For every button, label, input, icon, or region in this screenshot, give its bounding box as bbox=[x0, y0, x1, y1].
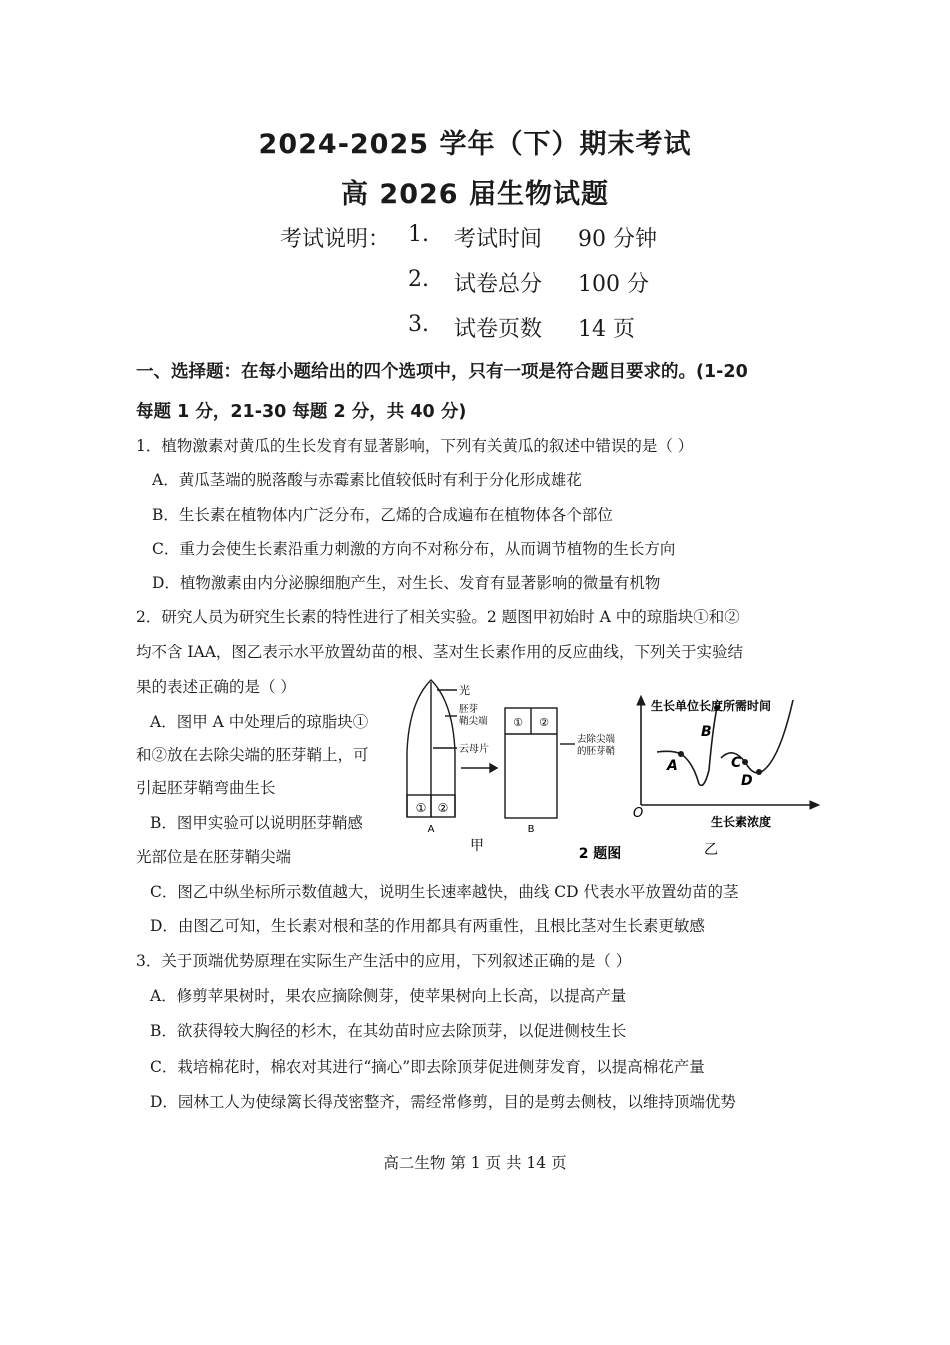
q3-option-b: B．欲获得较大胸径的杉木，在其幼苗时应去除顶芽，以促进侧枝生长 bbox=[150, 1022, 627, 1040]
q2-stem-line2: 均不含 IAA，图乙表示水平放置幼苗的根、茎对生长素作用的反应曲线，下列关于实验结 bbox=[136, 643, 743, 661]
figure-a-label: A bbox=[427, 824, 435, 835]
q2-figure bbox=[395, 672, 835, 867]
block2-b-label: ② bbox=[539, 716, 549, 729]
tip-label-2: 鞘尖端 bbox=[459, 716, 488, 727]
figure-jia-label: 甲 bbox=[470, 838, 484, 854]
section-heading-line2: 每题 1 分，21-30 每题 2 分，共 40 分) bbox=[136, 402, 467, 422]
q3-option-d: D．园林工人为使绿篱长得茂密整齐，需经常修剪，目的是剪去侧枝，以维持顶端优势 bbox=[150, 1093, 736, 1111]
exam-note-name: 试卷总分 bbox=[454, 272, 543, 297]
figure-yi-label: 乙 bbox=[704, 842, 718, 858]
section-heading-line1: 一、选择题：在每小题给出的四个选项中，只有一项是符合题目要求的。(1-20 bbox=[136, 362, 748, 382]
q3-stem: 3．关于顶端优势原理在实际生产生活中的应用，下列叙述正确的是（ ） bbox=[136, 952, 632, 970]
point-a bbox=[678, 751, 684, 757]
q2-option-b-line2: 光部位是在胚芽鞘尖端 bbox=[136, 848, 292, 866]
exam-note-num: 3. bbox=[408, 312, 429, 337]
root-curve bbox=[657, 708, 717, 785]
page-footer: 高二生物 第 1 页 共 14 页 bbox=[383, 1154, 567, 1172]
q1-option-a: A．黄瓜茎端的脱落酸与赤霉素比值较低时有利于分化形成雄花 bbox=[152, 471, 582, 489]
tip-label-1: 胚芽 bbox=[459, 704, 479, 715]
point-d-label: D bbox=[741, 773, 753, 789]
q3-option-a: A．修剪苹果树时，果农应摘除侧芽，使苹果树向上长高，以提高产量 bbox=[150, 987, 627, 1005]
q3-option-c: C．栽培棉花时，棉农对其进行“摘心”即去除顶芽促进侧芽发育，以提高棉花产量 bbox=[150, 1058, 705, 1076]
exam-title: 2024-2025 学年（下）期末考试 bbox=[258, 129, 692, 160]
q2-stem-line1: 2．研究人员为研究生长素的特性进行了相关实验。2 题图甲初始时 A 中的琼脂块①和② bbox=[136, 608, 740, 626]
q1-option-b: B．生长素在植物体内广泛分布，乙烯的合成遍布在植物体各个部位 bbox=[152, 506, 613, 524]
exam-note-num: 1. bbox=[408, 222, 429, 247]
q2-option-d: D．由图乙可知，生长素对根和茎的作用都具有两重性，且根比茎对生长素更敏感 bbox=[150, 917, 705, 935]
point-d bbox=[756, 769, 762, 775]
light-label: 光 bbox=[459, 684, 470, 697]
q2-stem-line3: 果的表述正确的是（ ） bbox=[136, 678, 296, 696]
removed-label-1: 去除尖端 bbox=[577, 734, 616, 745]
exam-note-value: 14 页 bbox=[578, 317, 635, 342]
figure-caption: 2 题图 bbox=[578, 846, 622, 862]
q1-stem: 1．植物激素对黄瓜的生长发育有显著影响，下列有关黄瓜的叙述中错误的是（ ） bbox=[136, 437, 694, 455]
figure-b-label: B bbox=[527, 824, 535, 835]
q2-option-a-line3: 引起胚芽鞘弯曲生长 bbox=[136, 779, 276, 797]
exam-note-num: 2. bbox=[408, 267, 429, 292]
origin-label: O bbox=[633, 806, 644, 821]
block1-b-label: ① bbox=[513, 716, 523, 729]
y-axis-label: 生长单位长度所需时间 bbox=[651, 699, 772, 713]
point-c bbox=[742, 759, 748, 765]
q1-option-d: D．植物激素由内分泌腺细胞产生，对生长、发育有显著影响的微量有机物 bbox=[152, 574, 661, 592]
exam-note-value: 90 分钟 bbox=[578, 227, 657, 252]
q2-option-b-line1: B．图甲实验可以说明胚芽鞘感 bbox=[150, 814, 363, 832]
q1-option-c: C．重力会使生长素沿重力刺激的方向不对称分布，从而调节植物的生长方向 bbox=[152, 540, 676, 558]
exam-note-name: 试卷页数 bbox=[454, 317, 543, 342]
figure-jia bbox=[407, 680, 575, 818]
exam-note-value: 100 分 bbox=[578, 272, 649, 297]
block1-label: ① bbox=[415, 801, 427, 815]
exam-note-name: 考试时间 bbox=[454, 227, 543, 252]
mica-label: 云母片 bbox=[459, 744, 489, 755]
point-b-label: B bbox=[701, 724, 712, 740]
exam-subtitle: 高 2026 届生物试题 bbox=[341, 179, 609, 210]
x-axis-label: 生长素浓度 bbox=[711, 815, 772, 829]
point-c-label: C bbox=[731, 755, 742, 771]
q2-option-a-line2: 和②放在去除尖端的胚芽鞘上，可 bbox=[136, 746, 369, 764]
q2-option-a-line1: A．图甲 A 中处理后的琼脂块① bbox=[150, 713, 369, 731]
removed-label-2: 的胚芽鞘 bbox=[577, 746, 616, 757]
q2-option-c: C．图乙中纵坐标所示数值越大，说明生长速率越快，曲线 CD 代表水平放置幼苗的茎 bbox=[150, 883, 739, 901]
exam-notes-label: 考试说明： bbox=[280, 227, 391, 252]
point-a-label: A bbox=[667, 758, 678, 774]
block2-label: ② bbox=[437, 801, 449, 815]
